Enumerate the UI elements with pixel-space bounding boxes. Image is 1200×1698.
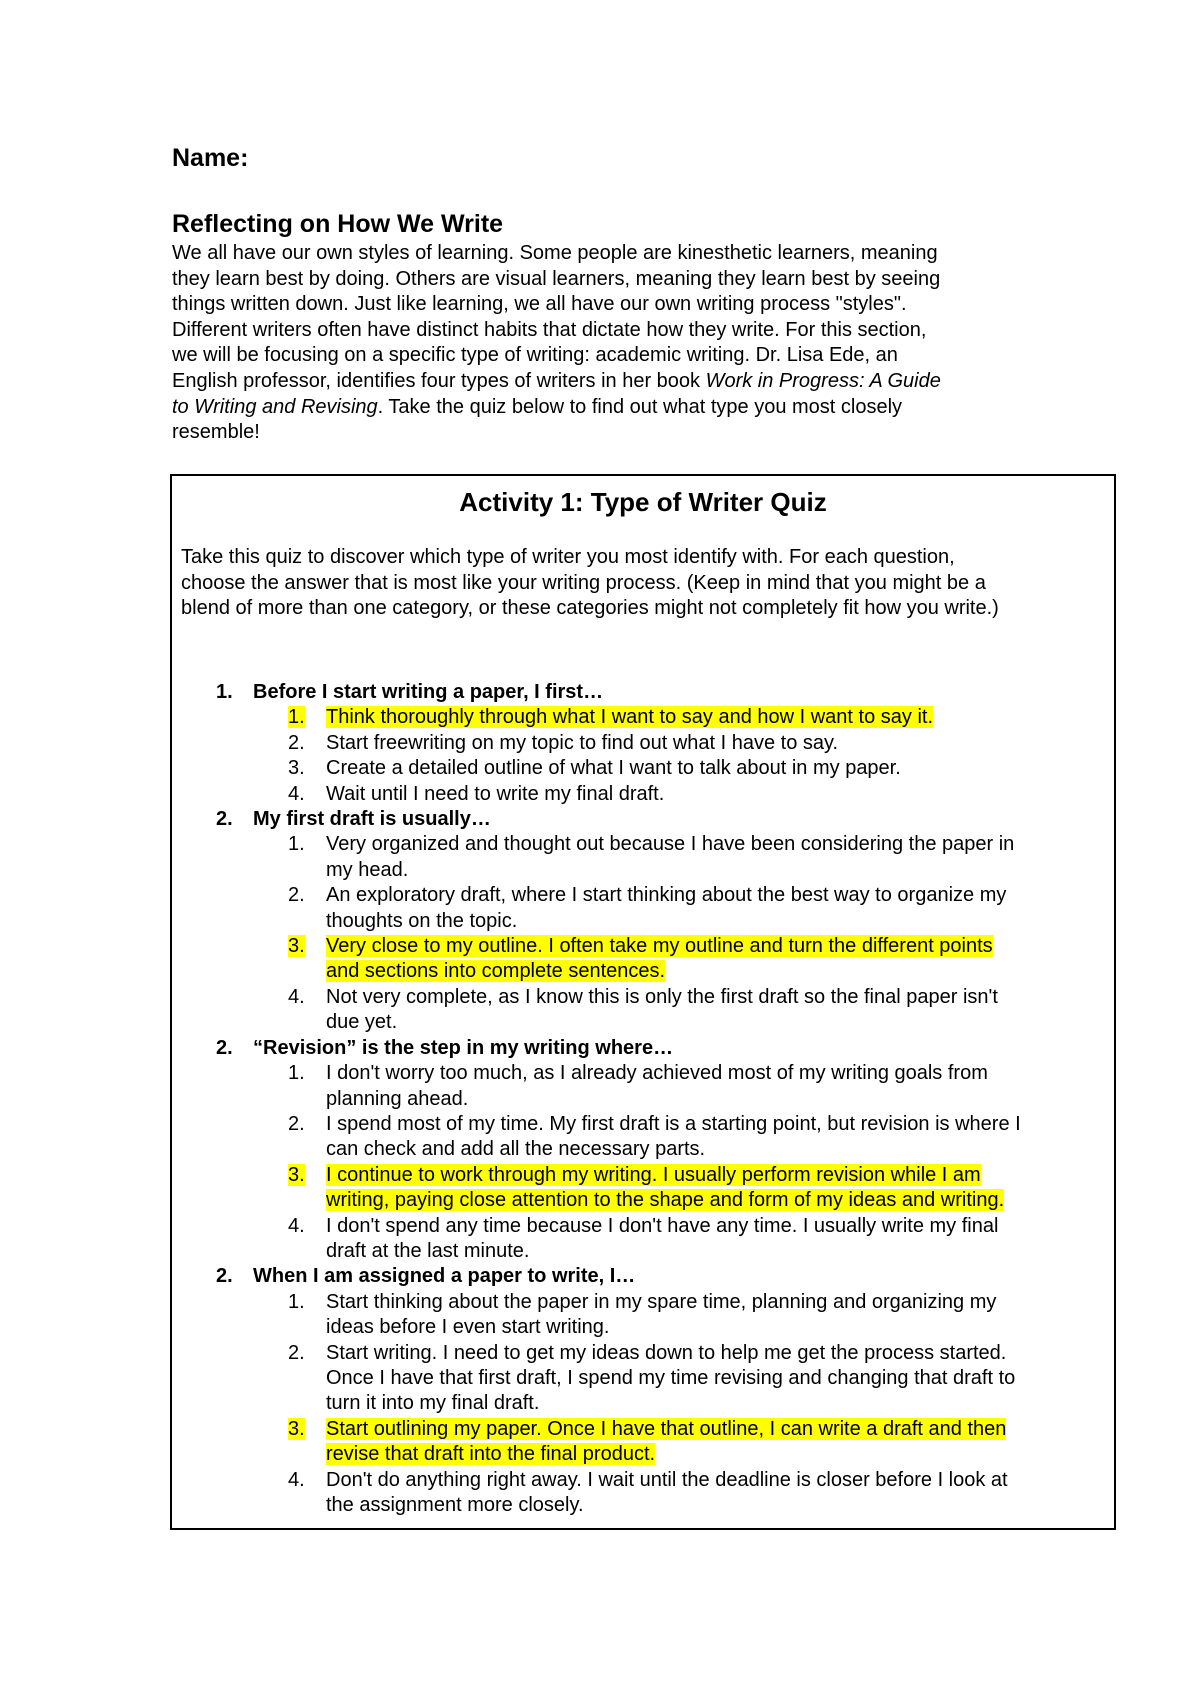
question-heading [181, 1264, 1101, 1289]
answer-option [181, 782, 1101, 807]
option-line: I don't spend any time because I don't have any time. I usually write my final [326, 1214, 999, 1237]
option-line: Create a detailed outline of what I want to talk about in my paper. [326, 757, 901, 780]
intro-line: things written down. Just like learning, we all have our own writing process "styles". [172, 293, 907, 316]
option-line: ideas before I even start writing. [326, 1316, 610, 1339]
option-text [326, 1061, 1101, 1112]
intro-line [172, 369, 1052, 395]
option-line: I don't worry too much, as I already achieved most of my writing goals from [326, 1062, 988, 1085]
option-line: An exploratory draft, where I start thinking about the best way to organize my [326, 884, 1007, 907]
option-text [326, 1290, 1101, 1341]
option-line: Start thinking about the paper in my spare time, planning and organizing my [326, 1290, 997, 1313]
option-number: 2. [288, 731, 305, 754]
highlight: Very close to my outline. I often take my outline and turn the different points [326, 935, 993, 958]
question-number: 2. [216, 808, 233, 831]
option-number [288, 705, 305, 730]
option-number: 3. [288, 757, 305, 780]
option-line: Very organized and thought out because I have been considering the paper in [326, 833, 1015, 856]
option-number: 4. [288, 1468, 305, 1491]
option-line [326, 959, 1101, 984]
highlight: Think thoroughly through what I want to say and how I want to say it. [326, 706, 934, 729]
answer-option [181, 1163, 1101, 1214]
activity-intro-line: Take this quiz to discover which type of writer you most identify with. For each question, [181, 546, 955, 568]
option-text [326, 1341, 1101, 1417]
activity-intro-line: blend of more than one category, or these categories might not completely fit how you write.) [181, 597, 999, 620]
option-number: 4. [288, 782, 305, 805]
option-line: my head. [326, 858, 409, 881]
option-number: 2. [288, 1112, 305, 1135]
question-number: 2. [216, 1265, 233, 1288]
highlight: 3. [288, 1417, 305, 1440]
question-text: When I am assigned a paper to write, I… [253, 1265, 636, 1288]
option-line: Wait until I need to write my final draft. [326, 782, 665, 805]
option-line: thoughts on the topic. [326, 909, 518, 932]
option-number [288, 934, 305, 959]
book-title: Work in Progress: A Guide [705, 369, 941, 392]
option-number: 4. [288, 985, 305, 1008]
option-line: Start writing. I need to get my ideas down to help me get the process started. [326, 1341, 1007, 1364]
question-heading [181, 1036, 1101, 1061]
intro-line [172, 395, 1052, 421]
intro-text: . Take the quiz below to find out what type you most closely [377, 395, 903, 418]
intro-line: Different writers often have distinct habits that dictate how they write. For this section, [172, 318, 927, 341]
quiz-list [181, 680, 1101, 1518]
option-line: Once I have that first draft, I spend my time revising and changing that draft to [326, 1366, 1016, 1389]
activity-intro [181, 545, 1101, 622]
option-line: turn it into my final draft. [326, 1392, 540, 1415]
option-line: the assignment more closely. [326, 1494, 584, 1516]
option-text [326, 705, 1101, 730]
section-title: Reflecting on How We Write [172, 210, 504, 238]
highlight: I continue to work through my writing. I usually perform revision while I am [326, 1163, 981, 1186]
question-text: My first draft is usually… [253, 808, 491, 831]
option-line [326, 1163, 1101, 1188]
answer-option [181, 1112, 1101, 1163]
quiz-question [181, 680, 1101, 807]
book-title: to Writing and Revising [172, 395, 378, 418]
answer-option [181, 1214, 1101, 1265]
option-number: 1. [288, 1062, 305, 1085]
intro-text: English professor, identifies four types of writers in her book [172, 369, 706, 392]
answer-option [181, 1417, 1101, 1468]
option-text [326, 1163, 1101, 1214]
quiz-question [181, 807, 1101, 1036]
answer-option [181, 1341, 1101, 1417]
option-number [288, 1417, 305, 1442]
option-text [326, 883, 1101, 934]
answer-option [181, 1468, 1101, 1519]
activity-title: Activity 1: Type of Writer Quiz [459, 487, 827, 517]
option-line: Start freewriting on my topic to find out what I have to say. [326, 731, 839, 754]
option-line: due yet. [326, 1011, 398, 1034]
highlight: 3. [288, 935, 305, 958]
answer-option [181, 731, 1101, 756]
intro-paragraph [172, 241, 1052, 446]
quiz-question [181, 1264, 1101, 1518]
option-line [326, 705, 1101, 730]
answer-option [181, 832, 1101, 883]
answer-option [181, 705, 1101, 730]
intro-line: We all have our own styles of learning. Some people are kinesthetic learners, meaning [172, 242, 938, 264]
option-line: draft at the last minute. [326, 1239, 530, 1262]
answer-option [181, 1290, 1101, 1341]
option-line [326, 1442, 1101, 1467]
option-text [326, 934, 1101, 985]
activity-intro-line: choose the answer that is most like your writing process. (Keep in mind that you might be a [181, 571, 986, 594]
intro-line: they learn best by doing. Others are visual learners, meaning they learn best by seeing [172, 267, 941, 290]
intro-line: resemble! [172, 421, 260, 444]
option-line [326, 1417, 1101, 1442]
option-number: 1. [288, 1290, 305, 1313]
option-line: can check and add all the necessary parts. [326, 1138, 706, 1161]
answer-option [181, 883, 1101, 934]
option-number: 4. [288, 1214, 305, 1237]
option-text [326, 731, 1101, 756]
highlight: revise that draft into the final product. [326, 1443, 656, 1466]
intro-line: we will be focusing on a specific type of writing: academic writing. Dr. Lisa Ede, an [172, 344, 898, 367]
option-number [288, 1163, 305, 1188]
option-text [326, 1214, 1101, 1265]
option-number: 2. [288, 884, 305, 907]
option-number: 2. [288, 1341, 305, 1364]
option-text [326, 1468, 1101, 1519]
option-line: I spend most of my time. My first draft is a starting point, but revision is where I [326, 1112, 1021, 1135]
option-line: Don't do anything right away. I wait until the deadline is closer before I look at [326, 1468, 1008, 1491]
question-heading [181, 680, 1101, 705]
option-text [326, 782, 1101, 807]
option-text [326, 756, 1101, 781]
answer-option [181, 756, 1101, 781]
highlight: 3. [288, 1163, 305, 1186]
highlight: writing, paying close attention to the shape and form of my ideas and writing. [326, 1189, 1005, 1212]
highlight: and sections into complete sentences. [326, 960, 666, 983]
answer-option [181, 1061, 1101, 1112]
option-line: Not very complete, as I know this is only the first draft so the final paper isn't [326, 985, 998, 1008]
option-line [326, 934, 1101, 959]
highlight: Start outlining my paper. Once I have that outline, I can write a draft and then [326, 1417, 1007, 1440]
option-text [326, 1112, 1101, 1163]
answer-option [181, 934, 1101, 985]
option-text [326, 1417, 1101, 1468]
question-text: Before I start writing a paper, I first… [253, 681, 604, 703]
option-line: planning ahead. [326, 1087, 469, 1110]
option-number: 1. [288, 833, 305, 856]
name-label: Name: [172, 144, 249, 172]
answer-option [181, 985, 1101, 1036]
question-number: 1. [216, 681, 233, 703]
question-text: “Revision” is the step in my writing where… [253, 1036, 674, 1059]
question-number: 2. [216, 1036, 233, 1059]
option-text [326, 832, 1101, 883]
highlight: 1. [288, 706, 305, 729]
option-line [326, 1188, 1101, 1213]
quiz-question [181, 1036, 1101, 1265]
option-text [326, 985, 1101, 1036]
question-heading [181, 807, 1101, 832]
